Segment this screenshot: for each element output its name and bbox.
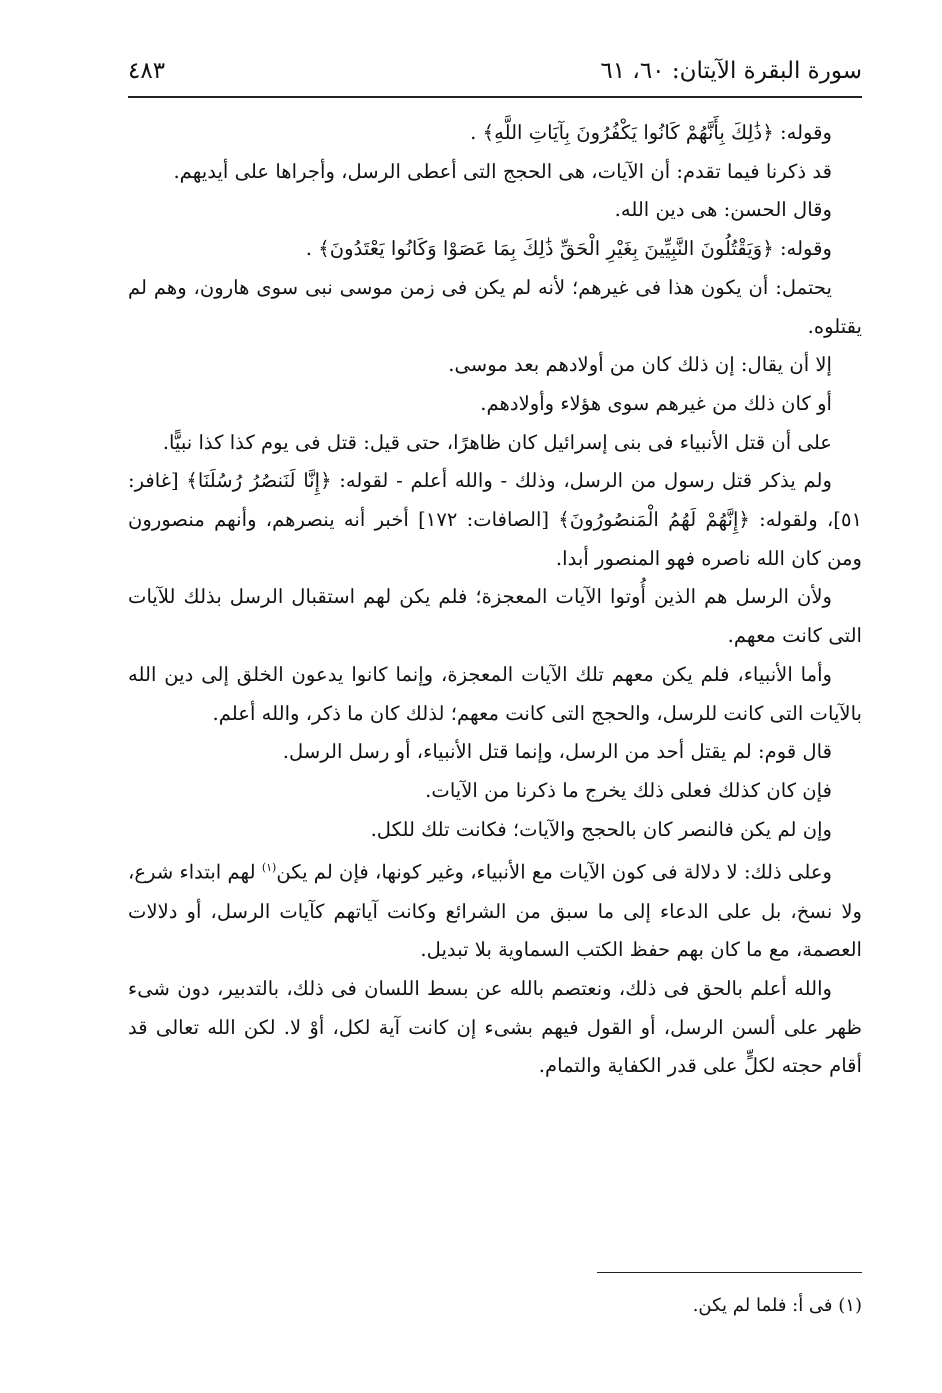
paragraph: إلا أن يقال: إن ذلك كان من أولادهم بعد موسى.: [448, 353, 832, 377]
footnote: (١) فى أ: فلما لم يكن.: [692, 1295, 862, 1316]
paragraph: وقوله: ﴿وَيَقْتُلُونَ النَّبِيِّينَ بِغَيْرِ الْحَقِّ ذَٰلِكَ بِمَا عَصَوْا وَكَانُوا يَعْتَدُونَ﴾ .: [305, 237, 832, 261]
paragraph: وقوله: ﴿ذَٰلِكَ بِأَنَّهُمْ كَانُوا يَكْفُرُونَ بِآيَاتِ اللَّهِ﴾ .: [470, 121, 832, 144]
paragraph: قد ذكرنا فيما تقدم: أن الآيات، هى الحجج التى أعطى الرسل، وأجراها على أيديهم.: [173, 159, 832, 183]
paragraph: يحتمل: أن يكون هذا فى غيرهم؛ لأنه لم يكن فى زمن موسى نبى سوى هارون، وهم لم يقتلوه.: [128, 275, 862, 338]
paragraph: على أن قتل الأنبياء فى بنى إسرائيل كان ظاهرًا، حتى قيل: قتل فى يوم كذا كذا نبيًّا.: [162, 430, 832, 454]
paragraph: وقال الحسن: هى دين الله.: [614, 198, 832, 222]
footnote-marker[interactable]: (١): [261, 861, 277, 875]
chapter-title: سورة البقرة الآيتان: ٦٠، ٦١: [600, 58, 862, 84]
paragraph: أو كان ذلك من غيرهم سوى هؤلاء وأولادهم.: [480, 391, 832, 415]
footnote-divider: [597, 1272, 862, 1273]
page-header: [128, 52, 862, 98]
paragraph: والله أعلم بالحق فى ذلك، ونعتصم بالله عن بسط اللسان فى ذلك، بالتدبير، دون شىء ظهر على ألسن الرسل، أو القول فيهم بشىء إن كانت آية لكل، أوْ لا. لكن الله تعالى قد أقام حجته لكلٍّ على قدر الكفاية والتمام.: [128, 977, 862, 1078]
paragraph-with-footnote: [128, 849, 862, 970]
paragraph: قال قوم: لم يقتل أحد من الرسل، وإنما قتل الأنبياء، أو رسل الرسل.: [282, 740, 832, 764]
paragraph: فإن كان كذلك فعلى ذلك يخرج ما ذكرنا من الآيات.: [425, 778, 832, 802]
paragraph-text: وعلى ذلك: لا دلالة فى كون الآيات مع الأنبياء، وغير كونها، فإن لم يكن: [276, 860, 832, 884]
paragraph: وإن لم يكن فالنصر كان بالحجج والآيات؛ فكانت تلك للكل.: [370, 817, 832, 841]
paragraph-text: لهم ابتداء شرع، ولا نسخ، بل على الدعاء إلى ما سبق من الشرائع وكانت آياتهم كآيات الرسل، أو دلالات العصمة، مع ما كان بهم حفظ الكتب السماوية بلا تبديل.: [128, 860, 862, 962]
paragraph: وأما الأنبياء، فلم يكن معهم تلك الآيات المعجزة، وإنما كانوا يدعون الخلق إلى دين الله بالآيات التى كانت للرسل، والحجج التى كانت معهم؛ لذلك كان ما ذكر، والله أعلم.: [128, 662, 862, 725]
page-number: ٤٨٣: [128, 58, 166, 84]
main-text: [128, 114, 862, 1264]
paragraph: ولم يذكر قتل رسول من الرسل، وذلك - والله أعلم - لقوله: ﴿إِنَّا لَنَنصُرُ رُسُلَنَا﴾ [غافر: ٥١]، ولقوله: ﴿إِنَّهُمْ لَهُمُ الْمَنصُورُونَ﴾ [الصافات: ١٧٢] أخبر أنه ينصرهم، وأنهم منصورون ومن كان الله ناصره فهو المنصور أبدا.: [128, 469, 862, 570]
paragraph: ولأن الرسل هم الذين أُوتوا الآيات المعجزة؛ فلم يكن لهم استقبال الرسل بذلك للآيات التى كانت معهم.: [128, 585, 862, 648]
